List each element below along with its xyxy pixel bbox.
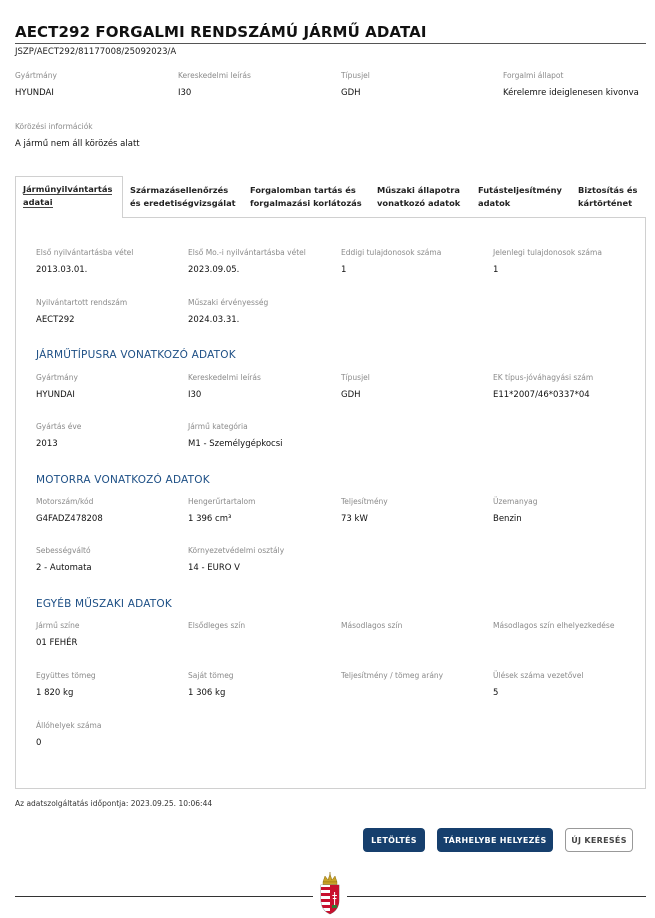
hungarian-coat-of-arms-icon xyxy=(318,872,342,918)
field-technical-validity: Műszaki érvényesség 2024.03.31. xyxy=(188,298,269,325)
field-first-registration: Első nyilvántartásba vétel 2013.03.01. xyxy=(36,248,134,275)
field-primary-color: Elsődleges szín xyxy=(188,621,246,630)
field-production-year: Gyártás éve 2013 xyxy=(36,422,82,449)
field-emission-class: Környezetvédelmi osztály 14 - EURO V xyxy=(188,546,285,573)
field-transmission: Sebességváltó 2 - Automata xyxy=(36,546,92,573)
field-displacement: Hengerűrtartalom 1 396 cm³ xyxy=(188,497,256,524)
field-vehicle-color: Jármű színe 01 FEHÉR xyxy=(36,621,80,648)
summary-wanted-status: Körözési információk A jármű nem áll körözés alatt xyxy=(15,122,140,149)
save-to-storage-button[interactable]: TÁRHELYBE HELYEZÉS xyxy=(437,828,553,852)
summary-type-code: Típusjel GDH xyxy=(341,71,370,98)
footer-divider-left xyxy=(15,896,313,897)
field-standing-places: Állóhelyek száma 0 xyxy=(36,721,102,748)
field-current-owners: Jelenlegi tulajdonosok száma 1 xyxy=(493,248,602,275)
field-previous-owners: Eddigi tulajdonosok száma 1 xyxy=(341,248,442,275)
query-reference-id: JSZP/AECT292/81177008/25092023/A xyxy=(15,47,177,57)
field-registered-plate: Nyilvántartott rendszám AECT292 xyxy=(36,298,128,325)
summary-trade-name: Kereskedelmi leírás I30 xyxy=(178,71,251,98)
field-type-code: Típusjel GDH xyxy=(341,373,370,400)
tab-registration-data[interactable]: Járműnyilvántartás adatai xyxy=(15,176,123,218)
field-secondary-color: Másodlagos szín xyxy=(341,621,403,630)
section-title-other-technical: EGYÉB MŰSZAKI ADATOK xyxy=(36,598,172,610)
tab-operation-restrictions[interactable]: Forgalomban tartás és forgalmazási korlátozás xyxy=(250,185,362,208)
field-own-weight: Saját tömeg 1 306 kg xyxy=(188,671,234,698)
field-type-trade-name: Kereskedelmi leírás I30 xyxy=(188,373,261,400)
field-fuel: Üzemanyag Benzin xyxy=(493,497,538,524)
download-button[interactable]: LETÖLTÉS xyxy=(363,828,425,852)
tab-mileage[interactable]: Futásteljesítmény adatok xyxy=(478,185,562,208)
title-divider xyxy=(15,43,646,44)
section-title-vehicle-type: JÁRMŰTÍPUSRA VONATKOZÓ ADATOK xyxy=(36,349,236,361)
tab-bar xyxy=(15,176,646,218)
new-search-button[interactable]: ÚJ KERESÉS xyxy=(565,828,633,852)
page-title: AECT292 FORGALMI RENDSZÁMÚ JÁRMŰ ADATAI xyxy=(15,23,427,41)
field-vehicle-category: Jármű kategória M1 - Személygépkocsi xyxy=(188,422,283,449)
field-seats: Ülések száma vezetővel 5 xyxy=(493,671,584,698)
tab-technical-condition[interactable]: Műszaki állapotra vonatkozó adatok xyxy=(377,185,461,208)
tab-insurance-damage-history[interactable]: Biztosítás és kártörténet xyxy=(578,185,638,208)
field-power-weight-ratio: Teljesítmény / tömeg arány xyxy=(341,671,444,680)
data-timestamp: Az adatszolgáltatás időpontja: 2023.09.25. 10:06:44 xyxy=(15,799,213,808)
field-type-make: Gyártmány HYUNDAI xyxy=(36,373,78,400)
field-first-hu-registration: Első Mo.-i nyilvántartásba vétel 2023.09.05. xyxy=(188,248,306,275)
tab-origin-check[interactable]: Származásellenőrzés és eredetiségvizsgálat xyxy=(130,185,236,208)
field-engine-number: Motorszám/kód G4FADZ478208 xyxy=(36,497,103,524)
section-title-engine: MOTORRA VONATKOZÓ ADATOK xyxy=(36,474,210,486)
footer-divider-right xyxy=(347,896,646,897)
field-power: Teljesítmény 73 kW xyxy=(341,497,388,524)
field-ec-approval-number: EK típus-jóváhagyási szám E11*2007/46*0337*04 xyxy=(493,373,594,400)
field-secondary-color-location: Másodlagos szín elhelyezkedése xyxy=(493,621,615,630)
summary-make: Gyártmány HYUNDAI xyxy=(15,71,57,98)
field-gross-weight: Együttes tömeg 1 820 kg xyxy=(36,671,96,698)
summary-traffic-status: Forgalmi állapot Kérelemre ideiglenesen kivonva xyxy=(503,71,639,98)
